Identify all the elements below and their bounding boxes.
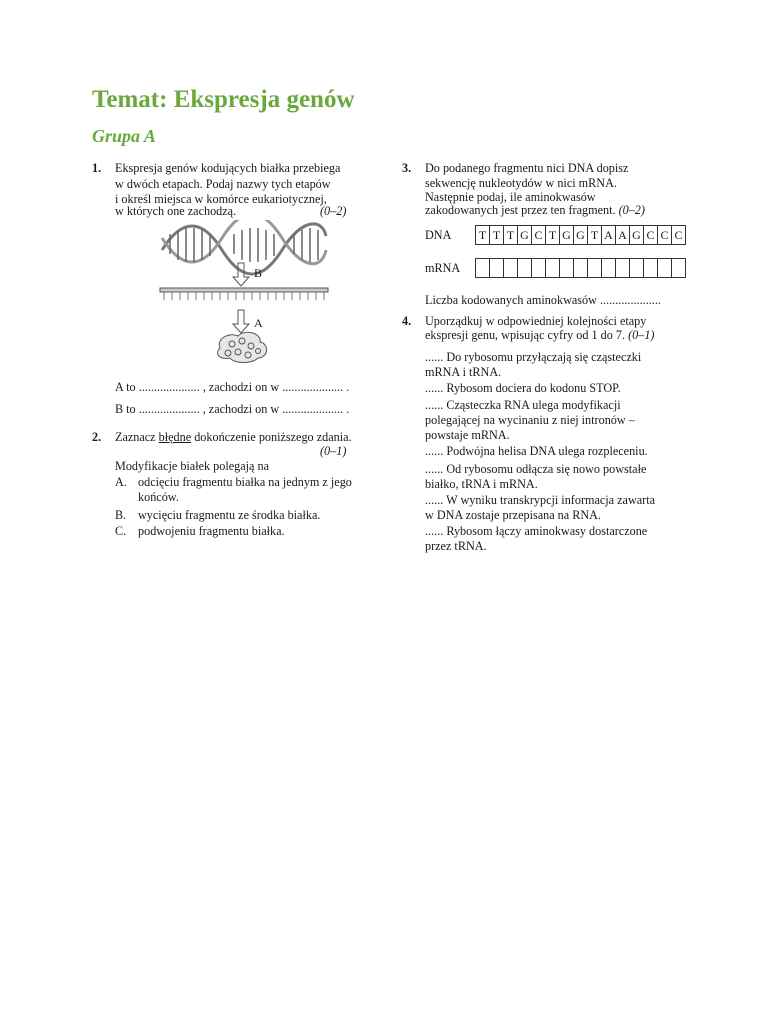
dna-cell: T (503, 225, 518, 245)
dna-cell: C (643, 225, 658, 245)
q2-number: 2. (92, 430, 102, 444)
dna-cell: T (489, 225, 504, 245)
q4-line-1: Uporządkuj w odpowiedniej kolejności etapy (425, 314, 647, 328)
dna-cell: G (559, 225, 574, 245)
q1-line-4: w których one zachodzą. (115, 204, 237, 218)
q4-step-blank[interactable]: ...... (425, 493, 444, 507)
q1-number: 1. (92, 161, 102, 175)
q1-answer-b: B to .................... , zachodzi on w .................... . (115, 402, 350, 416)
q3-number: 3. (402, 161, 412, 175)
q4-step-blank[interactable]: ...... (425, 462, 444, 476)
q1-line-2: w dwóch etapach. Podaj nazwy tych etapów (115, 177, 331, 191)
q3-line-4: zakodowanych jest przez ten fragment. (0–2) (425, 203, 645, 217)
q3-amino-blank[interactable]: .................... (599, 293, 661, 307)
q4-step-blank[interactable]: ...... (425, 350, 444, 364)
q4-points: (0–1) (628, 328, 655, 342)
dna-cell: C (657, 225, 672, 245)
dna-cell: T (475, 225, 490, 245)
q2-stem: Modyfikacje białek polegają na (115, 459, 269, 473)
diagram-label-a: A (254, 316, 263, 330)
mrna-cell[interactable] (475, 258, 490, 278)
q3-dna-label: DNA (425, 228, 452, 242)
page-title: Temat: Ekspresja genów (92, 86, 355, 113)
mrna-cell[interactable] (559, 258, 574, 278)
q4-step-blank[interactable]: ...... (425, 381, 444, 395)
q3-dna-sequence (475, 225, 685, 245)
arrow-a-icon (233, 310, 249, 333)
gene-expression-diagram (150, 220, 340, 370)
q1-line-3: i określ miejsca w komórce eukariotycznej, (115, 192, 327, 206)
q3-mrna-sequence (475, 258, 685, 278)
dna-cell: C (671, 225, 686, 245)
q3-line-3: Następnie podaj, ile aminokwasów (425, 190, 596, 204)
q3-mrna-label: mRNA (425, 261, 461, 275)
q4-step: ...... Rybosom dociera do kodonu STOP. (425, 381, 621, 395)
dna-cell: C (531, 225, 546, 245)
q4-step: ...... Cząsteczka RNA ulega modyfikacji polegającej na wycinaniu z niej intronów – powstaje mRNA. (425, 398, 635, 442)
q2-option-a[interactable]: A. odcięciu fragmentu białka na jednym z jego końców. (115, 475, 352, 504)
dna-cell: G (517, 225, 532, 245)
q1-answer-a: A to .................... , zachodzi on w .................... . (115, 380, 350, 394)
mrna-cell[interactable] (601, 258, 616, 278)
mrna-cell[interactable] (615, 258, 630, 278)
q1-answer-b-blank-2[interactable]: .................... (282, 402, 344, 416)
mrna-strand-icon (160, 288, 328, 300)
q3-line-2: sekwencję nukleotydów w nici mRNA. (425, 176, 617, 190)
q2-option-c[interactable]: C. podwojeniu fragmentu białka. (115, 524, 285, 538)
q3-points: (0–2) (618, 203, 645, 217)
dna-cell: T (587, 225, 602, 245)
mrna-cell[interactable] (671, 258, 686, 278)
mrna-cell[interactable] (643, 258, 658, 278)
q3-line-1: Do podanego fragmentu nici DNA dopisz (425, 161, 629, 175)
mrna-cell[interactable] (517, 258, 532, 278)
q4-step: ...... Od rybosomu odłącza się nowo powstałe białko, tRNA i mRNA. (425, 462, 647, 491)
q1-answer-a-blank-1[interactable]: .................... (138, 380, 200, 394)
q4-step: ...... Podwójna helisa DNA ulega rozpleceniu. (425, 444, 648, 458)
q4-line-2: ekspresji genu, wpisując cyfry od 1 do 7. (0–1) (425, 328, 655, 342)
mrna-cell[interactable] (531, 258, 546, 278)
dna-cell: T (545, 225, 560, 245)
dna-cell: G (573, 225, 588, 245)
q4-step-blank[interactable]: ...... (425, 444, 444, 458)
q4-step: ...... Rybosom łączy aminokwasy dostarczone przez tRNA. (425, 524, 648, 553)
mrna-cell[interactable] (657, 258, 672, 278)
mrna-cell[interactable] (545, 258, 560, 278)
mrna-cell[interactable] (573, 258, 588, 278)
mrna-cell[interactable] (587, 258, 602, 278)
mrna-cell[interactable] (503, 258, 518, 278)
dna-cell: G (629, 225, 644, 245)
q4-step-blank[interactable]: ...... (425, 398, 444, 412)
protein-icon (218, 332, 267, 362)
q1-points: (0–2) (320, 204, 347, 218)
q2-option-b[interactable]: B. wycięciu fragmentu ze środka białka. (115, 508, 321, 522)
mrna-cell[interactable] (629, 258, 644, 278)
q4-step: ...... Do rybosomu przyłączają się cząsteczki mRNA i tRNA. (425, 350, 642, 379)
q2-points: (0–1) (320, 444, 347, 458)
dna-cell: A (615, 225, 630, 245)
q1-answer-b-blank-1[interactable]: .................... (138, 402, 200, 416)
q4-step-blank[interactable]: ...... (425, 524, 444, 538)
q3-amino-count: Liczba kodowanych aminokwasów .................... (425, 293, 661, 307)
q1-line-1: Ekspresja genów kodujących białka przebiega (115, 161, 341, 175)
q4-step: ...... W wyniku transkrypcji informacja zawarta w DNA zostaje przepisana na RNA. (425, 493, 656, 522)
dna-cell: A (601, 225, 616, 245)
q2-instruction: Zaznacz błędne dokończenie poniższego zdania. (115, 430, 352, 444)
mrna-cell[interactable] (489, 258, 504, 278)
q4-number: 4. (402, 314, 412, 328)
group-heading: Grupa A (92, 126, 156, 146)
diagram-label-b: B (254, 266, 263, 280)
q1-answer-a-blank-2[interactable]: .................... (282, 380, 344, 394)
